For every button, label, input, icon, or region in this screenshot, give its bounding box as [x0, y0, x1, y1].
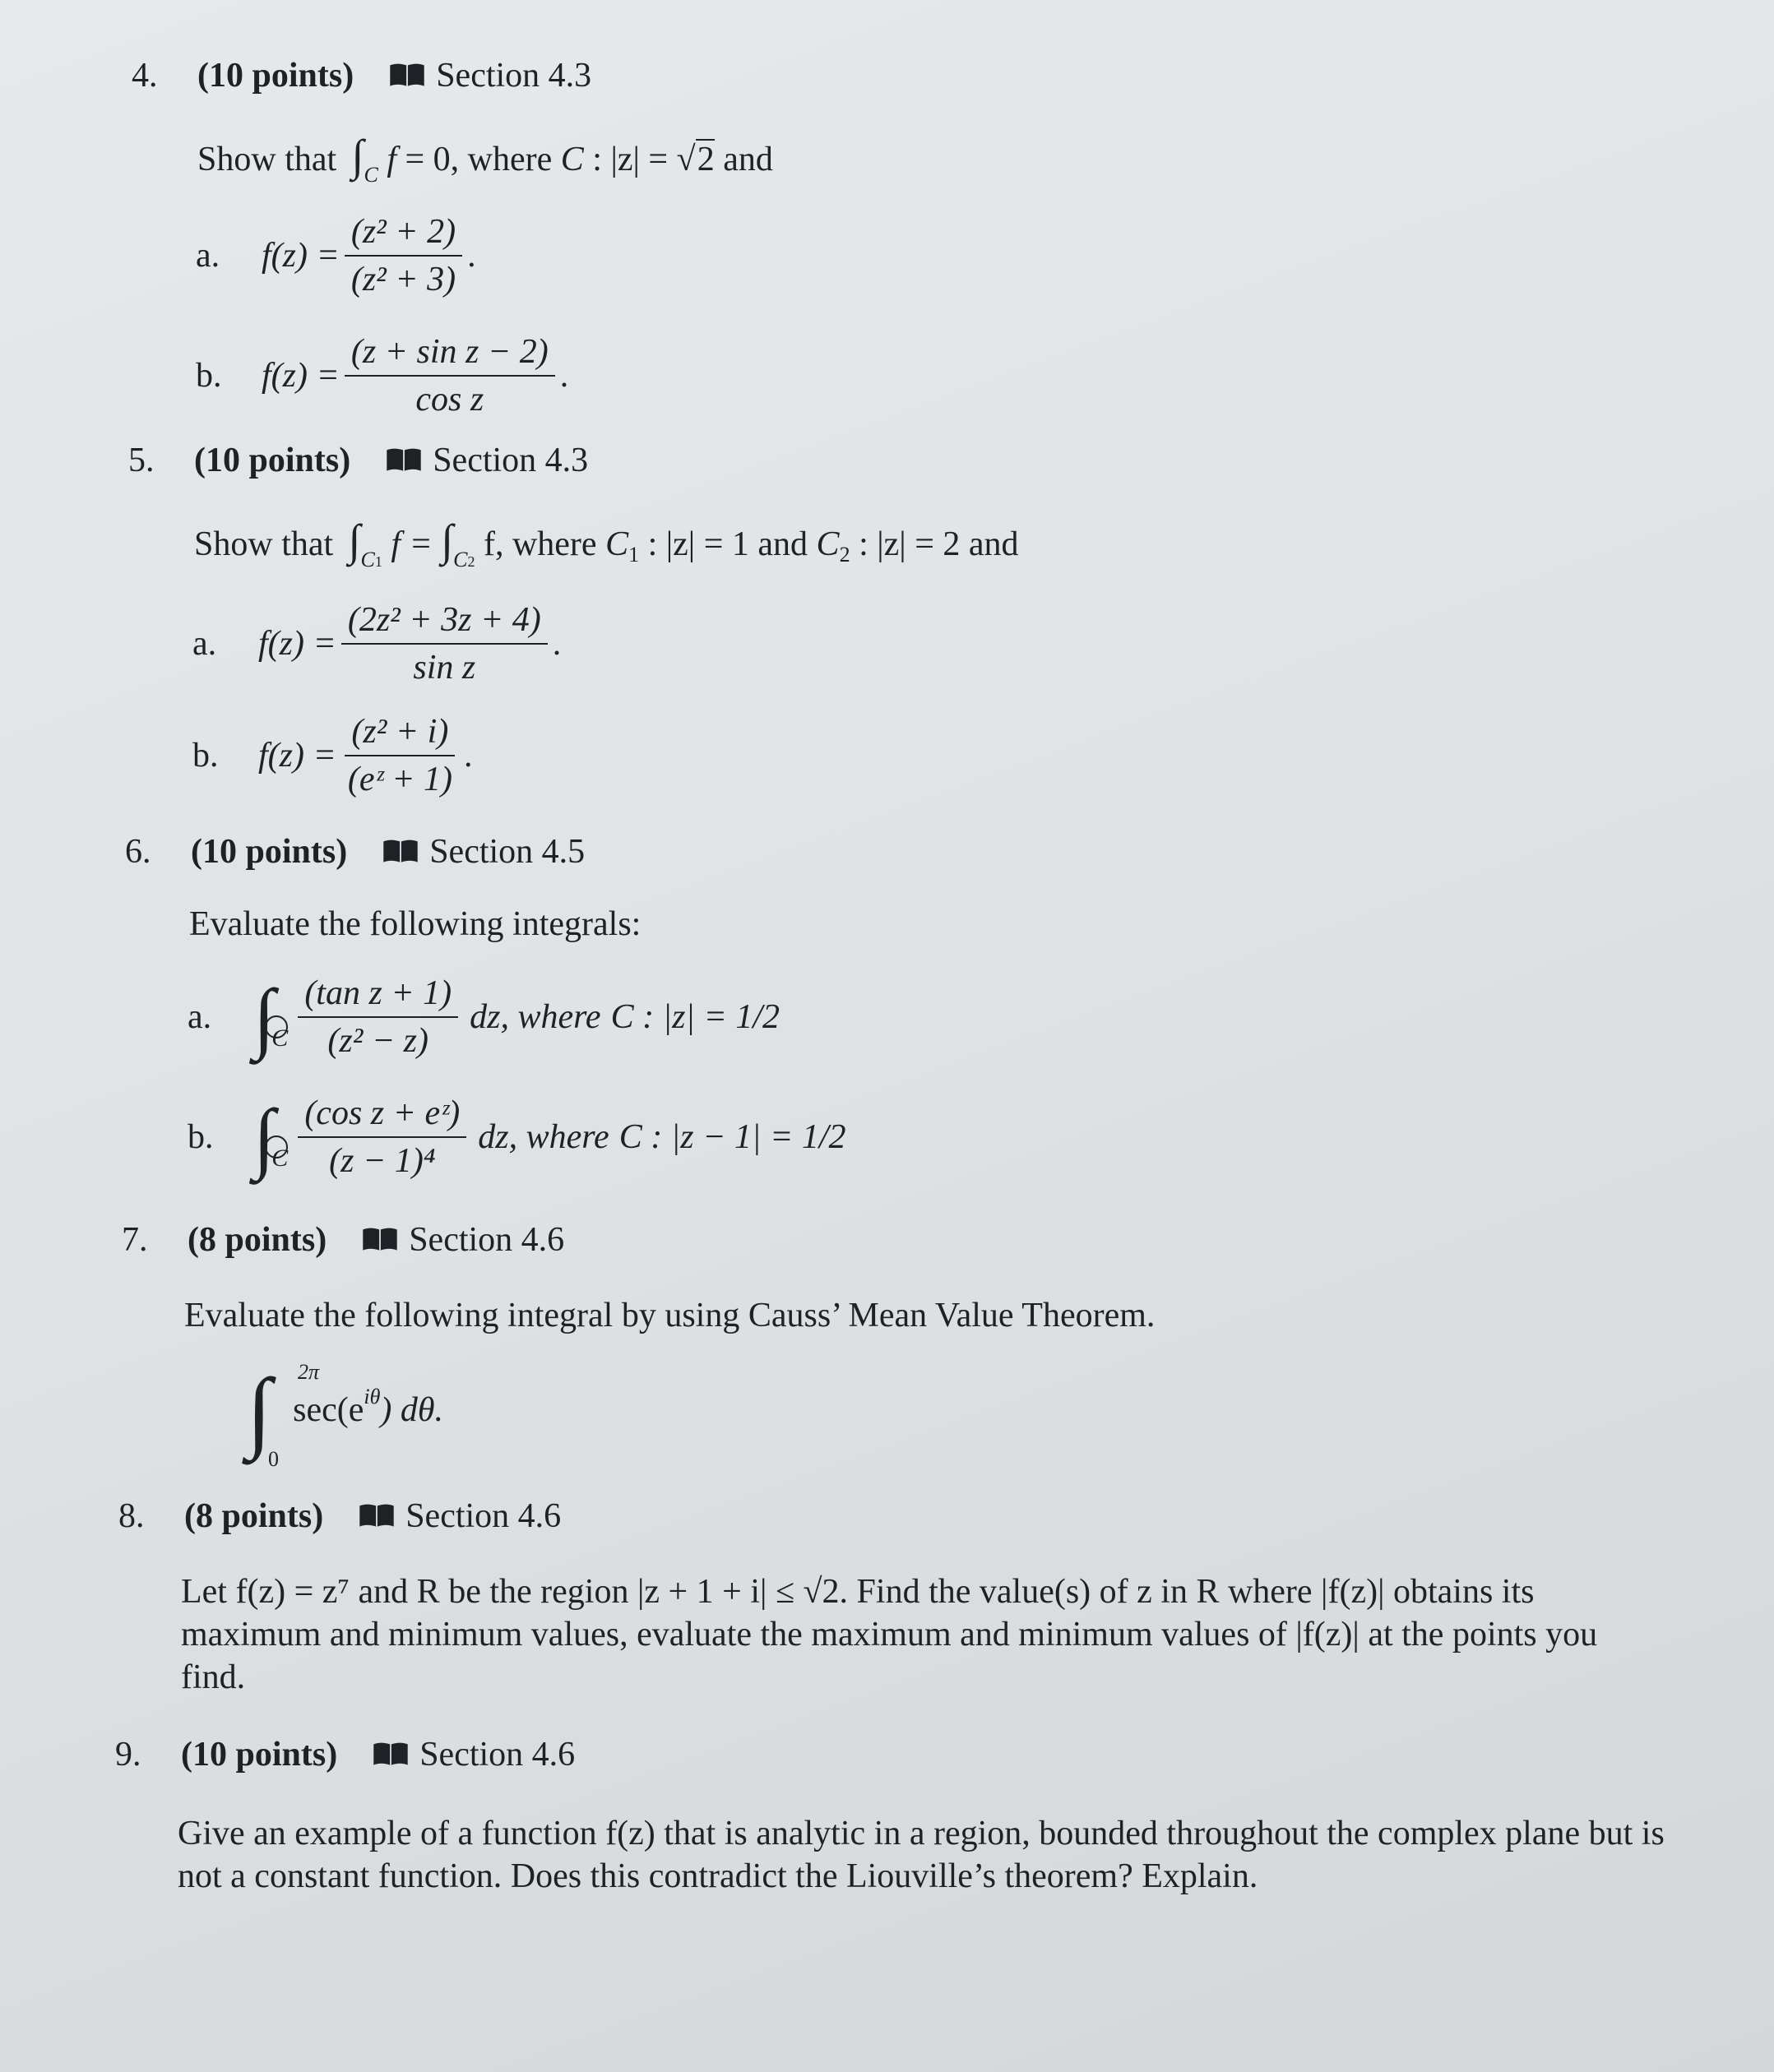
book-icon: [359, 1225, 401, 1255]
part-a: a. f(z) = $\frac{\text{(z² + 2)}}{\text{(z² + 3)}}$ .: [196, 213, 476, 298]
part-b: b. f(z) = $\frac{\text{(z + sin z − 2)}}{\text{cos z}}$ .: [196, 333, 569, 419]
book-icon: [380, 837, 421, 867]
problem-header: [132, 56, 591, 95]
problem-header: [125, 832, 585, 872]
part-b: b. f(z) = $\frac{\text{(z² + i)}}{\text{(eᶻ + 1)}}$ .: [192, 713, 473, 798]
fraction: $\frac{\text{(z² + 2)}}{\text{(z² + 3)}}$: [345, 212, 462, 299]
problem-number: 4.: [132, 57, 158, 95]
problem-number: 7.: [122, 1221, 148, 1259]
problem-section: Section 4.3: [433, 442, 589, 479]
fraction: $\frac{\text{(z² + i)}}{\text{(eᶻ + 1)}}$: [341, 712, 459, 799]
problem-points: (8 points): [184, 1497, 324, 1535]
fraction: $\frac{\text{(tan z + 1)}}{\text{(z² − z)}}$: [298, 974, 458, 1061]
fraction: $\frac{\text{(cos z + eᶻ)}}{\text{(z − 1)⁴}}$: [298, 1094, 466, 1181]
problem-points: (10 points): [197, 57, 354, 95]
book-icon: [356, 1501, 397, 1531]
integral-expression: ∫ 2π 0 sec(e iθ ) dθ.: [247, 1360, 444, 1471]
problem-prompt: Give an example of a function f(z) that is analytic in a region, bounded throughout the complex plane but is not a constant function. Does this contradict the Liouville’s theorem? Explain.: [178, 1815, 1665, 1895]
contour-integral-sign: ∫: [253, 1098, 275, 1177]
problem-section: Section 4.6: [419, 1736, 576, 1774]
problem-header: [118, 1496, 561, 1536]
problem-section: Section 4.6: [409, 1221, 565, 1259]
book-icon: [383, 446, 424, 475]
book-icon: [387, 61, 428, 90]
fraction: $\frac{\text{(z + sin z − 2)}}{\text{cos z}}$: [345, 332, 555, 419]
problem-number: 6.: [125, 833, 151, 871]
lower-limit: 0: [268, 1447, 279, 1471]
problem-number: 5.: [128, 442, 155, 479]
problem-prompt: Show that $\int_{C1}$ $f = \int_{C2}$ f, where C1 : |z| = 1 and C2 : |z| = 2 and: [194, 516, 1019, 571]
book-icon: [370, 1740, 411, 1769]
problem-points: (8 points): [188, 1221, 327, 1259]
contour-integral-sign: ∫: [253, 978, 275, 1057]
problem-points: (10 points): [191, 833, 348, 871]
upper-limit: 2π: [298, 1360, 320, 1384]
part-a: a. ∫ C $\frac{\text{(tan z + 1)}}{\text{(z² − z)}}$ dz, where C : |z| = 1/2: [188, 973, 780, 1061]
problem-number: 9.: [115, 1736, 141, 1774]
part-a: a. f(z) = $\frac{\text{(2z² + 3z + 4)}}{\text{sin z}}$ .: [192, 601, 562, 687]
problem-prompt: Evaluate the following integrals:: [189, 905, 642, 943]
fraction: $\frac{\text{(2z² + 3z + 4)}}{\text{sin z}}$: [341, 600, 548, 687]
problem-number: 8.: [118, 1497, 145, 1535]
problem-header: [115, 1735, 575, 1774]
part-b: b. ∫ C $\frac{\text{(cos z + eᶻ)}}{\text{(z − 1)⁴}}$ dz, where C : |z − 1| = 1/2: [188, 1093, 846, 1181]
problem-points: (10 points): [181, 1736, 338, 1774]
problem-prompt: Show that $\int_C$ f = 0, where C : |z| = √2 and: [197, 131, 773, 187]
integral-sign: ∫: [247, 1360, 272, 1460]
problem-section: Section 4.5: [429, 833, 586, 871]
problem-section: Section 4.3: [436, 57, 592, 95]
problem-section: Section 4.6: [405, 1497, 562, 1535]
problem-header: [128, 441, 588, 480]
problem-header: [122, 1220, 564, 1260]
problem-points: (10 points): [194, 442, 351, 479]
problem-prompt: Let f(z) = z⁷ and R be the region |z + 1 + i| ≤ √2. Find the value(s) of z in R where |f(z)| obtains its maximum and minimum values, evaluate the maximum and minimum values of |f(z)| at the points you find.: [181, 1573, 1598, 1696]
problem-prompt: Evaluate the following integral by using Causs’ Mean Value Theorem.: [184, 1297, 1156, 1334]
